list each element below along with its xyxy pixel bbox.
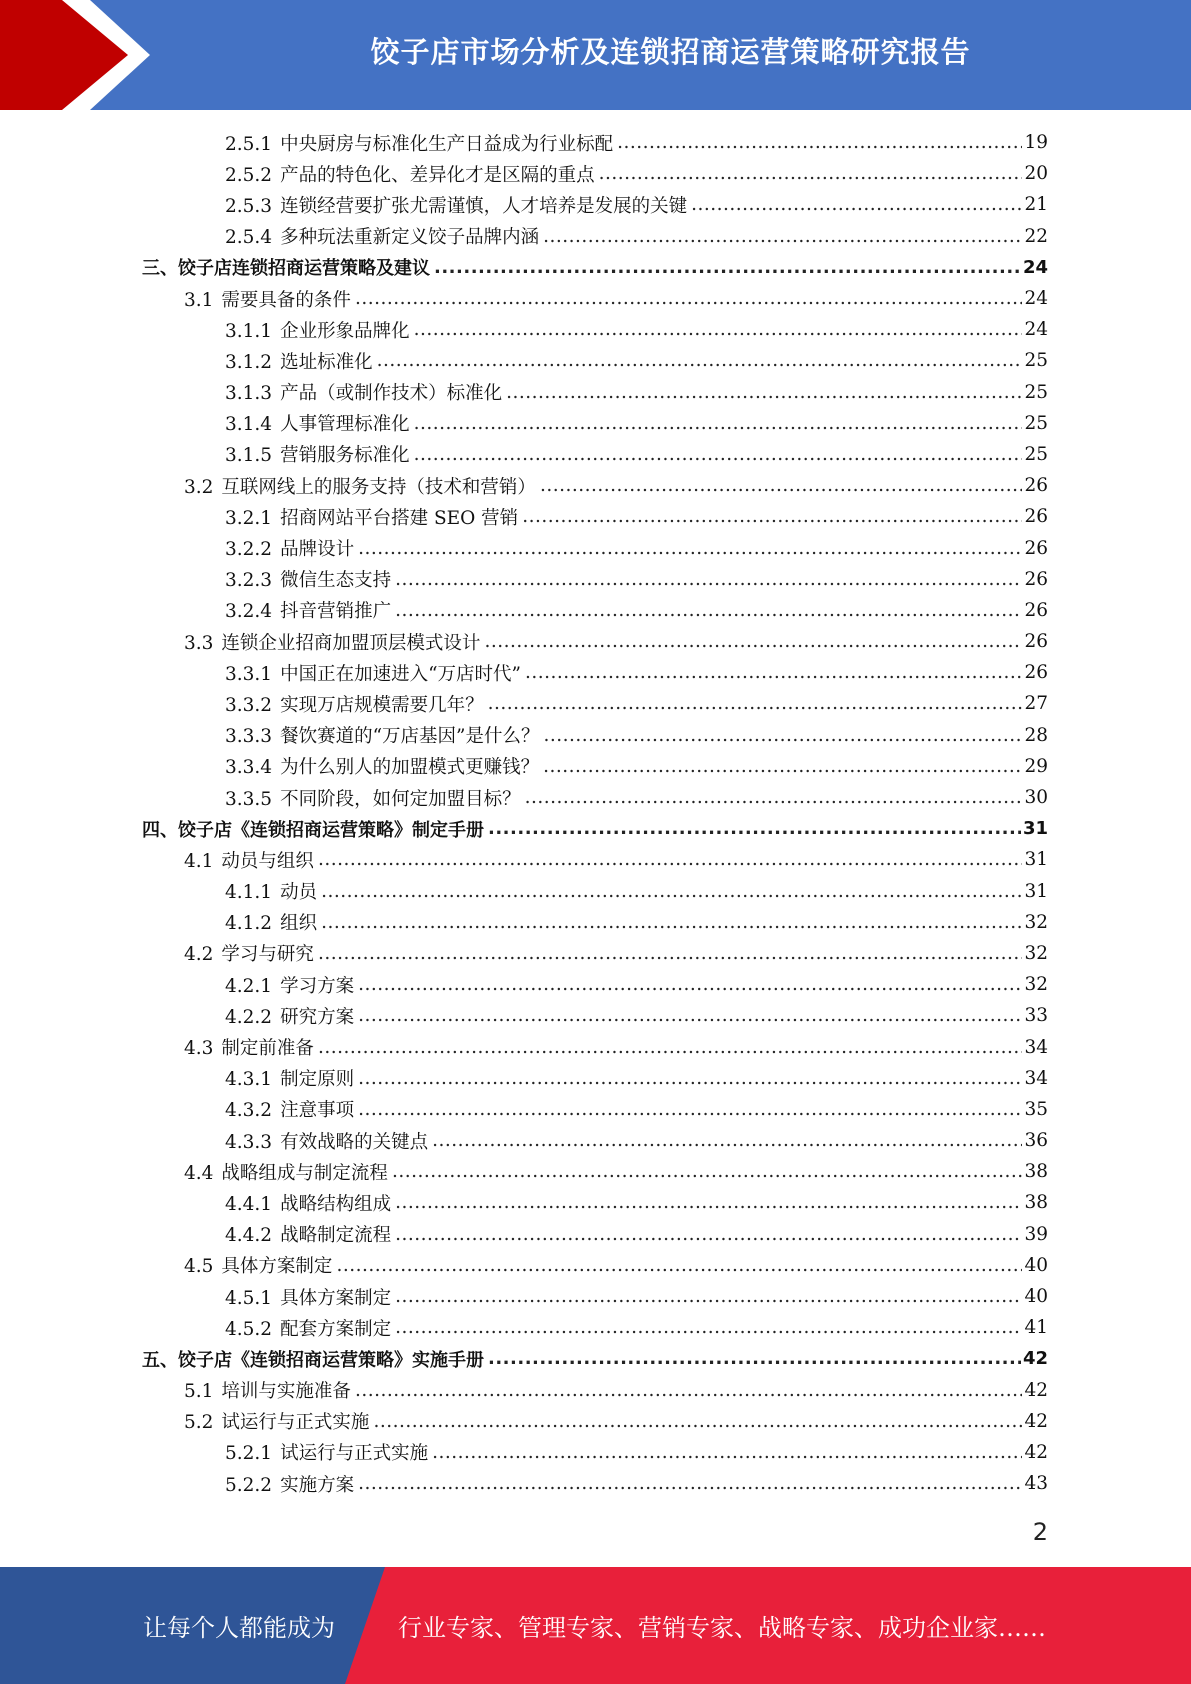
toc-dot-leader	[395, 1192, 1022, 1213]
toc-entry-title: 为什么别人的加盟模式更赚钱？	[280, 757, 540, 779]
toc-entry-label	[184, 940, 316, 966]
page-footer	[0, 1567, 1191, 1684]
toc-entry-label	[225, 1065, 356, 1091]
toc-entry[interactable]	[225, 408, 1048, 439]
toc-entry-page: 27	[1024, 693, 1048, 715]
toc-entry-number: 5.2.2	[225, 1474, 273, 1496]
toc-entry-title: 注意事项	[280, 1100, 355, 1122]
toc-entry-label	[225, 878, 319, 904]
toc-entry-title: 战略组成与制定流程	[221, 1162, 388, 1184]
toc-entry-label	[225, 504, 520, 530]
toc-entry-page: 20	[1024, 163, 1048, 185]
table-of-contents	[0, 127, 1191, 1499]
toc-entry-label	[225, 660, 523, 686]
toc-entry-number: 5.2.1	[225, 1443, 273, 1465]
toc-entry-title: 制定原则	[280, 1069, 355, 1091]
toc-entry[interactable]	[225, 751, 1048, 782]
toc-entry-page: 31	[1024, 849, 1048, 871]
toc-dot-leader	[522, 506, 1022, 527]
toc-entry-number: 4.1.1	[225, 882, 273, 904]
toc-entry-label	[225, 379, 504, 405]
toc-entry[interactable]	[225, 782, 1048, 813]
report-title: 饺子店市场分析及连锁招商运营策略研究报告	[370, 34, 971, 69]
toc-entry-page: 40	[1024, 1254, 1048, 1276]
toc-entry-page: 25	[1024, 381, 1048, 403]
toc-entry[interactable]	[225, 345, 1048, 376]
toc-dot-leader	[414, 319, 1023, 340]
toc-entry-page: 34	[1024, 1067, 1048, 1089]
toc-entry[interactable]	[225, 1094, 1048, 1125]
toc-entry-number: 4.3.2	[225, 1100, 273, 1122]
toc-entry-number: 3.2.1	[225, 507, 273, 529]
toc-dot-leader	[358, 974, 1022, 995]
toc-entry-label	[225, 192, 689, 218]
page-header	[0, 0, 1191, 110]
toc-entry-page: 42	[1024, 1410, 1048, 1432]
toc-dot-leader	[543, 226, 1022, 247]
toc-entry-title: 中央厨房与标准化生产日益成为行业标配	[280, 133, 614, 155]
toc-entry-label	[225, 535, 356, 561]
toc-entry-page: 25	[1024, 443, 1048, 465]
toc-entry[interactable]	[225, 657, 1048, 688]
toc-dot-leader	[617, 132, 1022, 153]
toc-entry[interactable]	[225, 595, 1048, 626]
toc-entry-page: 24	[1022, 256, 1048, 278]
toc-entry-number: 3.3.4	[225, 757, 273, 779]
toc-entry-number: 3.1	[184, 289, 214, 311]
toc-entry-title: 连锁企业招商加盟顶层模式设计	[221, 632, 481, 654]
toc-entry[interactable]	[184, 1375, 1048, 1406]
toc-entry-number: 4.3.3	[225, 1131, 273, 1153]
toc-entry-page: 31	[1024, 880, 1048, 902]
toc-dot-leader	[318, 1037, 1023, 1058]
toc-entry[interactable]	[225, 1000, 1048, 1031]
toc-entry-title: 选址标准化	[280, 351, 373, 373]
toc-entry-label	[184, 847, 316, 873]
toc-entry[interactable]	[184, 1156, 1048, 1187]
toc-entry-label	[225, 909, 319, 935]
toc-entry-page: 26	[1024, 568, 1048, 590]
toc-entry-page: 32	[1024, 974, 1048, 996]
toc-entry[interactable]	[184, 470, 1048, 501]
toc-entry[interactable]	[184, 626, 1048, 657]
toc-entry[interactable]	[184, 938, 1048, 969]
toc-entry-number: 4.5	[184, 1256, 214, 1278]
toc-entry-number: 4.4.1	[225, 1193, 273, 1215]
toc-dot-leader	[506, 382, 1022, 403]
toc-entry-label	[225, 785, 523, 811]
toc-entry-page: 41	[1024, 1317, 1048, 1339]
toc-dot-leader	[395, 569, 1022, 590]
toc-entry-title: 三、饺子店连锁招商运营策略及建议	[142, 258, 430, 280]
toc-entry[interactable]	[225, 969, 1048, 1000]
toc-entry[interactable]	[225, 439, 1048, 470]
toc-entry-title: 组织	[280, 913, 318, 935]
toc-entry-number: 3.1.1	[225, 320, 273, 342]
toc-dot-leader	[358, 1473, 1022, 1494]
toc-entry[interactable]	[142, 813, 1048, 844]
toc-entry-number: 3.2.3	[225, 570, 273, 592]
toc-entry-label	[225, 348, 375, 374]
toc-entry-label	[184, 1377, 353, 1403]
toc-entry[interactable]	[225, 1312, 1048, 1343]
toc-entry-page: 26	[1024, 631, 1048, 653]
toc-entry-number: 4.2.2	[225, 1006, 273, 1028]
toc-entry-title: 学习与研究	[221, 944, 314, 966]
toc-entry-page: 25	[1024, 350, 1048, 372]
toc-entry-page: 42	[1024, 1441, 1048, 1463]
toc-entry-page: 34	[1024, 1036, 1048, 1058]
toc-entry-label	[184, 1159, 390, 1185]
toc-entry-number: 3.1.3	[225, 383, 273, 405]
toc-entry-label	[225, 1315, 393, 1341]
toc-entry-number: 3.2.2	[225, 539, 273, 561]
toc-dot-leader	[392, 1161, 1023, 1182]
toc-entry-title: 微信生态支持	[280, 570, 392, 592]
toc-entry-title: 配套方案制定	[280, 1318, 392, 1340]
toc-entry-title: 品牌设计	[280, 539, 355, 561]
toc-entry-title: 互联网线上的服务支持（技术和营销）	[221, 476, 536, 498]
toc-entry-number: 3.2	[184, 476, 214, 498]
toc-entry-label	[225, 1439, 430, 1465]
footer-slogan-right: 行业专家、管理专家、营销专家、战略专家、成功企业家……	[398, 1614, 1046, 1642]
toc-dot-leader	[395, 600, 1022, 621]
toc-entry-page: 26	[1024, 599, 1048, 621]
toc-dot-leader	[395, 1224, 1022, 1245]
toc-entry-number: 4.1.2	[225, 913, 273, 935]
toc-entry-title: 研究方案	[280, 1006, 355, 1028]
toc-entry-label	[184, 1034, 316, 1060]
toc-entry-page: 43	[1024, 1473, 1048, 1495]
toc-entry-page: 32	[1024, 911, 1048, 933]
toc-entry-label	[225, 1096, 356, 1122]
toc-entry-title: 试运行与正式实施	[221, 1412, 370, 1434]
toc-entry[interactable]	[225, 1281, 1048, 1312]
toc-entry-label	[225, 1471, 356, 1497]
toc-entry-title: 培训与实施准备	[221, 1381, 351, 1403]
toc-entry-page: 19	[1024, 132, 1048, 154]
toc-dot-leader	[321, 912, 1022, 933]
toc-entry[interactable]	[225, 564, 1048, 595]
toc-entry-number: 2.5.4	[225, 227, 273, 249]
toc-dot-leader	[432, 1442, 1022, 1463]
toc-entry-title: 具体方案制定	[221, 1256, 333, 1278]
toc-entry-title: 四、饺子店《连锁招商运营策略》制定手册	[142, 819, 484, 841]
toc-entry-label	[225, 1190, 393, 1216]
toc-entry-title: 不同阶段，如何定加盟目标？	[280, 788, 521, 810]
toc-dot-leader	[321, 881, 1022, 902]
toc-entry-title: 抖音营销推广	[280, 601, 392, 623]
toc-entry-number: 4.2.1	[225, 975, 273, 997]
toc-entry[interactable]	[225, 377, 1048, 408]
toc-entry-title: 产品（或制作技术）标准化	[280, 383, 503, 405]
toc-entry[interactable]	[184, 1406, 1048, 1437]
toc-entry-label	[225, 566, 393, 592]
toc-entry-title: 营销服务标准化	[280, 445, 410, 467]
toc-dot-leader	[543, 756, 1022, 777]
toc-dot-leader	[525, 787, 1023, 808]
toc-dot-leader	[377, 350, 1023, 371]
toc-entry-number: 3.1.5	[225, 445, 273, 467]
toc-entry-number: 4.2	[184, 944, 214, 966]
toc-dot-leader	[318, 849, 1023, 870]
toc-dot-leader	[540, 475, 1023, 496]
toc-dot-leader	[488, 693, 1023, 714]
toc-dot-leader	[336, 1255, 1022, 1276]
toc-entry-label	[142, 254, 432, 280]
toc-entry[interactable]	[225, 1468, 1048, 1499]
toc-entry-title: 多种玩法重新定义饺子品牌内涵	[280, 227, 540, 249]
toc-entry-title: 战略制定流程	[280, 1225, 392, 1247]
toc-entry-title: 制定前准备	[221, 1038, 314, 1060]
toc-entry-number: 4.5.1	[225, 1287, 273, 1309]
toc-entry[interactable]	[225, 1437, 1048, 1468]
toc-entry-title: 招商网站平台搭建 SEO 营销	[280, 507, 519, 529]
toc-entry[interactable]	[225, 1187, 1048, 1218]
toc-entry-title: 战略结构组成	[280, 1193, 392, 1215]
toc-entry[interactable]	[184, 844, 1048, 875]
toc-entry-number: 3.3.3	[225, 726, 273, 748]
toc-entry-page: 29	[1024, 755, 1048, 777]
toc-entry-page: 42	[1024, 1379, 1048, 1401]
toc-entry-page: 39	[1024, 1223, 1048, 1245]
toc-entry-label	[142, 1346, 486, 1372]
toc-entry-label	[225, 722, 542, 748]
toc-entry-label	[225, 1128, 430, 1154]
toc-entry-label	[225, 317, 412, 343]
toc-dot-leader	[432, 1130, 1022, 1151]
toc-entry-number: 4.5.2	[225, 1318, 273, 1340]
toc-entry-label	[225, 223, 541, 249]
page-number: 2	[1032, 1518, 1048, 1546]
toc-entry-title: 动员	[280, 882, 318, 904]
toc-entry-title: 产品的特色化、差异化才是区隔的重点	[280, 164, 595, 186]
toc-entry-page: 40	[1024, 1286, 1048, 1308]
toc-entry-number: 5.1	[184, 1381, 214, 1403]
toc-entry-label	[225, 691, 486, 717]
toc-entry-label	[225, 410, 412, 436]
toc-dot-leader	[355, 288, 1023, 309]
toc-dot-leader	[358, 1099, 1022, 1120]
toc-entry-number: 4.4.2	[225, 1225, 273, 1247]
toc-dot-leader	[395, 1286, 1022, 1307]
toc-entry-number: 2.5.1	[225, 133, 273, 155]
toc-entry-number: 4.1	[184, 850, 214, 872]
toc-entry-page: 21	[1024, 194, 1048, 216]
toc-entry-page: 24	[1024, 288, 1048, 310]
toc-entry-label	[184, 629, 482, 655]
toc-entry-title: 试运行与正式实施	[280, 1443, 429, 1465]
toc-entry-page: 35	[1024, 1098, 1048, 1120]
toc-entry-page: 28	[1024, 724, 1048, 746]
toc-entry-page: 26	[1024, 506, 1048, 528]
toc-dot-leader	[544, 725, 1023, 746]
toc-entry[interactable]	[184, 1250, 1048, 1281]
toc-dot-leader	[358, 538, 1022, 559]
toc-entry-label	[184, 1252, 334, 1278]
toc-entry[interactable]	[142, 252, 1048, 283]
toc-entry-number: 4.3	[184, 1038, 214, 1060]
toc-entry-number: 2.5.3	[225, 195, 273, 217]
toc-dot-leader	[414, 413, 1023, 434]
toc-entry-label	[225, 1003, 356, 1029]
toc-entry-number: 5.2	[184, 1412, 214, 1434]
toc-entry-label	[184, 473, 538, 499]
toc-entry-page: 38	[1024, 1192, 1048, 1214]
toc-entry-title: 实施方案	[280, 1474, 355, 1496]
toc-dot-leader	[355, 1380, 1023, 1401]
toc-dot-leader	[484, 631, 1022, 652]
toc-entry[interactable]	[184, 1031, 1048, 1062]
toc-entry-number: 4.4	[184, 1162, 214, 1184]
toc-entry-page: 30	[1024, 787, 1048, 809]
footer-slogan-left: 让每个人都能成为	[143, 1614, 335, 1642]
toc-entry-label	[142, 816, 486, 842]
toc-entry-title: 具体方案制定	[280, 1287, 392, 1309]
toc-entry[interactable]	[225, 720, 1048, 751]
toc-entry-title: 中国正在加速进入“万店时代”	[280, 663, 521, 685]
toc-entry-page: 26	[1024, 662, 1048, 684]
toc-entry[interactable]	[225, 876, 1048, 907]
toc-entry-title: 需要具备的条件	[221, 289, 351, 311]
toc-dot-leader	[599, 163, 1023, 184]
toc-entry-page: 42	[1022, 1348, 1048, 1370]
toc-entry[interactable]	[225, 501, 1048, 532]
toc-entry[interactable]	[225, 158, 1048, 189]
toc-dot-leader	[488, 1348, 1021, 1369]
toc-entry-title: 学习方案	[280, 975, 355, 997]
toc-dot-leader	[691, 194, 1022, 215]
toc-entry[interactable]	[225, 127, 1048, 158]
toc-entry-label	[225, 753, 541, 779]
toc-entry-label	[225, 130, 615, 156]
toc-entry-number: 3.3.5	[225, 788, 273, 810]
toc-dot-leader	[525, 662, 1022, 683]
toc-entry-number: 3.1.4	[225, 414, 273, 436]
toc-entry[interactable]	[225, 688, 1048, 719]
toc-entry-label	[225, 597, 393, 623]
toc-entry-label	[225, 1284, 393, 1310]
toc-entry-number: 3.3.1	[225, 663, 273, 685]
toc-entry-page: 22	[1024, 225, 1048, 247]
toc-entry-title: 动员与组织	[221, 850, 314, 872]
toc-entry-title: 餐饮赛道的“万店基因”是什么？	[280, 726, 540, 748]
toc-entry-page: 26	[1024, 475, 1048, 497]
toc-dot-leader	[318, 943, 1023, 964]
toc-entry[interactable]	[225, 189, 1048, 220]
toc-entry-page: 26	[1024, 537, 1048, 559]
toc-entry-title: 连锁经营要扩张尤需谨慎，人才培养是发展的关键	[280, 195, 688, 217]
header-chevron-decoration	[0, 0, 160, 110]
toc-entry-label	[225, 1221, 393, 1247]
toc-entry-title: 五、饺子店《连锁招商运营策略》实施手册	[142, 1349, 484, 1371]
toc-entry[interactable]	[225, 907, 1048, 938]
toc-entry-number: 3.3.2	[225, 694, 273, 716]
toc-entry-page: 33	[1024, 1005, 1048, 1027]
toc-entry-label	[225, 441, 412, 467]
toc-entry-number: 2.5.2	[225, 164, 273, 186]
toc-entry-number: 4.3.1	[225, 1069, 273, 1091]
toc-entry[interactable]	[184, 283, 1048, 314]
toc-entry-number: 3.2.4	[225, 601, 273, 623]
toc-entry-label	[184, 1408, 371, 1434]
toc-entry-label	[184, 286, 353, 312]
toc-dot-leader	[358, 1005, 1022, 1026]
toc-dot-leader	[395, 1317, 1022, 1338]
toc-dot-leader	[488, 818, 1021, 839]
toc-entry-title: 有效战略的关键点	[280, 1131, 429, 1153]
toc-entry-page: 38	[1024, 1161, 1048, 1183]
toc-entry-label	[225, 972, 356, 998]
toc-entry-page: 31	[1022, 818, 1048, 840]
toc-entry-page: 25	[1024, 412, 1048, 434]
toc-entry-number: 3.1.2	[225, 351, 273, 373]
toc-entry[interactable]	[225, 314, 1048, 345]
toc-entry[interactable]	[225, 532, 1048, 563]
toc-entry-page: 32	[1024, 942, 1048, 964]
toc-entry-page: 24	[1024, 319, 1048, 341]
toc-entry-page: 36	[1024, 1130, 1048, 1152]
toc-dot-leader	[434, 257, 1021, 278]
toc-entry-title: 实现万店规模需要几年？	[280, 694, 484, 716]
toc-dot-leader	[373, 1411, 1022, 1432]
toc-dot-leader	[358, 1068, 1022, 1089]
toc-entry-number: 3.3	[184, 632, 214, 654]
toc-entry-label	[225, 161, 597, 187]
toc-entry[interactable]	[225, 1063, 1048, 1094]
toc-entry[interactable]	[225, 1219, 1048, 1250]
toc-entry-title: 人事管理标准化	[280, 414, 410, 436]
toc-entry[interactable]	[225, 221, 1048, 252]
toc-entry[interactable]	[225, 1125, 1048, 1156]
toc-dot-leader	[414, 444, 1023, 465]
toc-entry[interactable]	[142, 1343, 1048, 1374]
toc-entry-title: 企业形象品牌化	[280, 320, 410, 342]
